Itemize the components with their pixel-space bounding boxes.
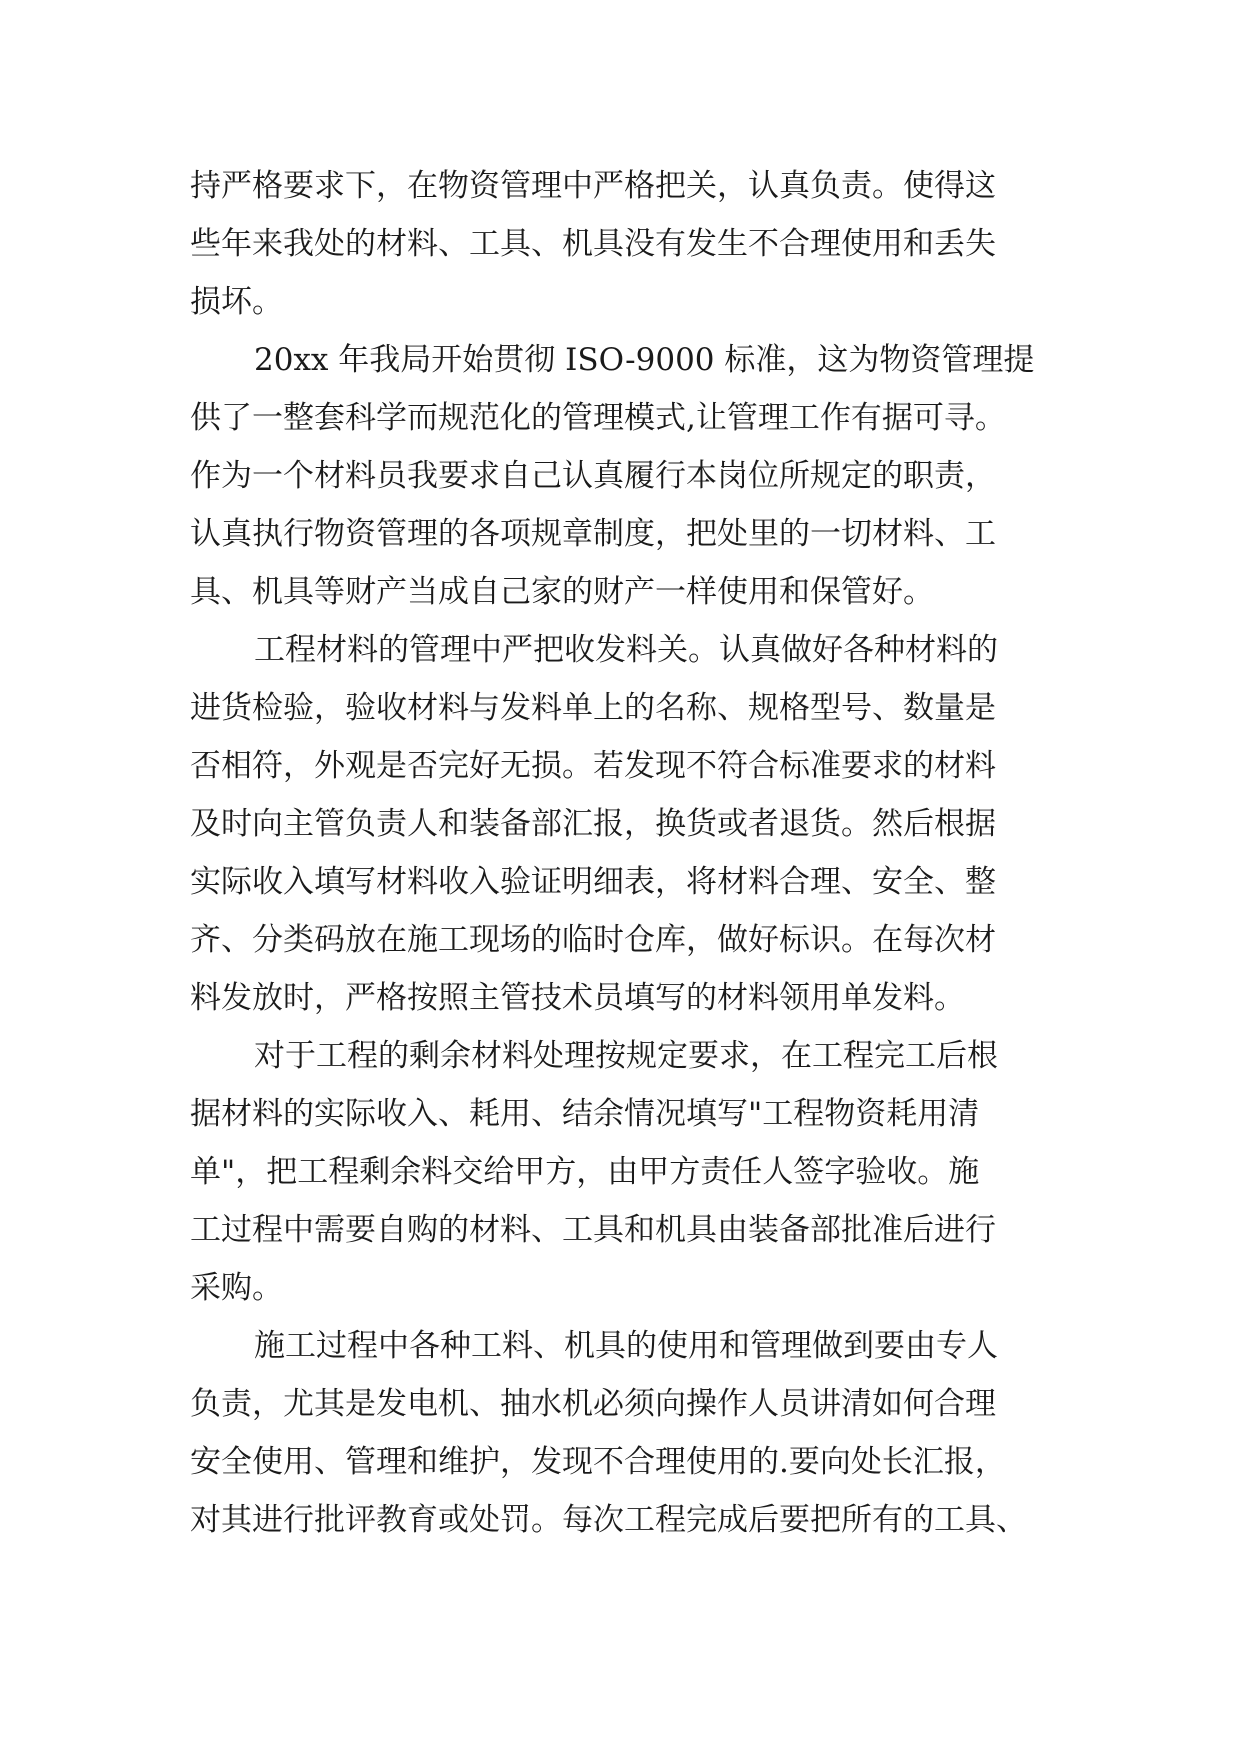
paragraph-start-line: 20xx 年我局开始贯彻 ISO-9000 标准，这为物资管理提 xyxy=(254,342,1035,378)
paragraph-start-line: 对于工程的剩余材料处理按规定要求，在工程完工后根 xyxy=(254,1038,998,1074)
text-line: 供了一整套科学而规范化的管理模式,让管理工作有据可寻。 xyxy=(190,400,1006,436)
text-line: 损坏。 xyxy=(190,284,283,320)
text-line: 据材料的实际收入、耗用、结余情况填写"工程物资耗用清 xyxy=(190,1096,980,1132)
text-line: 安全使用、管理和维护，发现不合理使用的.要向处长汇报， xyxy=(190,1444,1006,1480)
text-line: 齐、分类码放在施工现场的临时仓库，做好标识。在每次材 xyxy=(190,922,996,958)
paragraph-start-line: 施工过程中各种工料、机具的使用和管理做到要由专人 xyxy=(254,1328,998,1364)
text-line: 些年来我处的材料、工具、机具没有发生不合理使用和丢失 xyxy=(190,226,996,262)
text-line: 实际收入填写材料收入验证明细表，将材料合理、安全、整 xyxy=(190,864,996,900)
text-line: 负责，尤其是发电机、抽水机必须向操作人员讲清如何合理 xyxy=(190,1386,996,1422)
text-line: 单"，把工程剩余料交给甲方，由甲方责任人签字验收。施 xyxy=(190,1154,980,1190)
text-line: 否相符，外观是否完好无损。若发现不符合标准要求的材料 xyxy=(190,748,996,784)
text-line: 进货检验，验收材料与发料单上的名称、规格型号、数量是 xyxy=(190,690,996,726)
text-line: 对其进行批评教育或处罚。每次工程完成后要把所有的工具、 xyxy=(190,1502,1027,1538)
text-line: 工过程中需要自购的材料、工具和机具由装备部批准后进行 xyxy=(190,1212,996,1248)
paragraph-start-line: 工程材料的管理中严把收发料关。认真做好各种材料的 xyxy=(254,632,998,668)
text-line: 采购。 xyxy=(190,1270,283,1306)
text-line: 具、机具等财产当成自己家的财产一样使用和保管好。 xyxy=(190,574,934,610)
text-line: 认真执行物资管理的各项规章制度，把处里的一切材料、工 xyxy=(190,516,996,552)
text-line: 料发放时，严格按照主管技术员填写的材料领用单发料。 xyxy=(190,980,965,1016)
text-line: 作为一个材料员我要求自己认真履行本岗位所规定的职责， xyxy=(190,458,996,494)
text-line: 持严格要求下，在物资管理中严格把关，认真负责。使得这 xyxy=(190,168,996,204)
text-line: 及时向主管负责人和装备部汇报，换货或者退货。然后根据 xyxy=(190,806,996,842)
